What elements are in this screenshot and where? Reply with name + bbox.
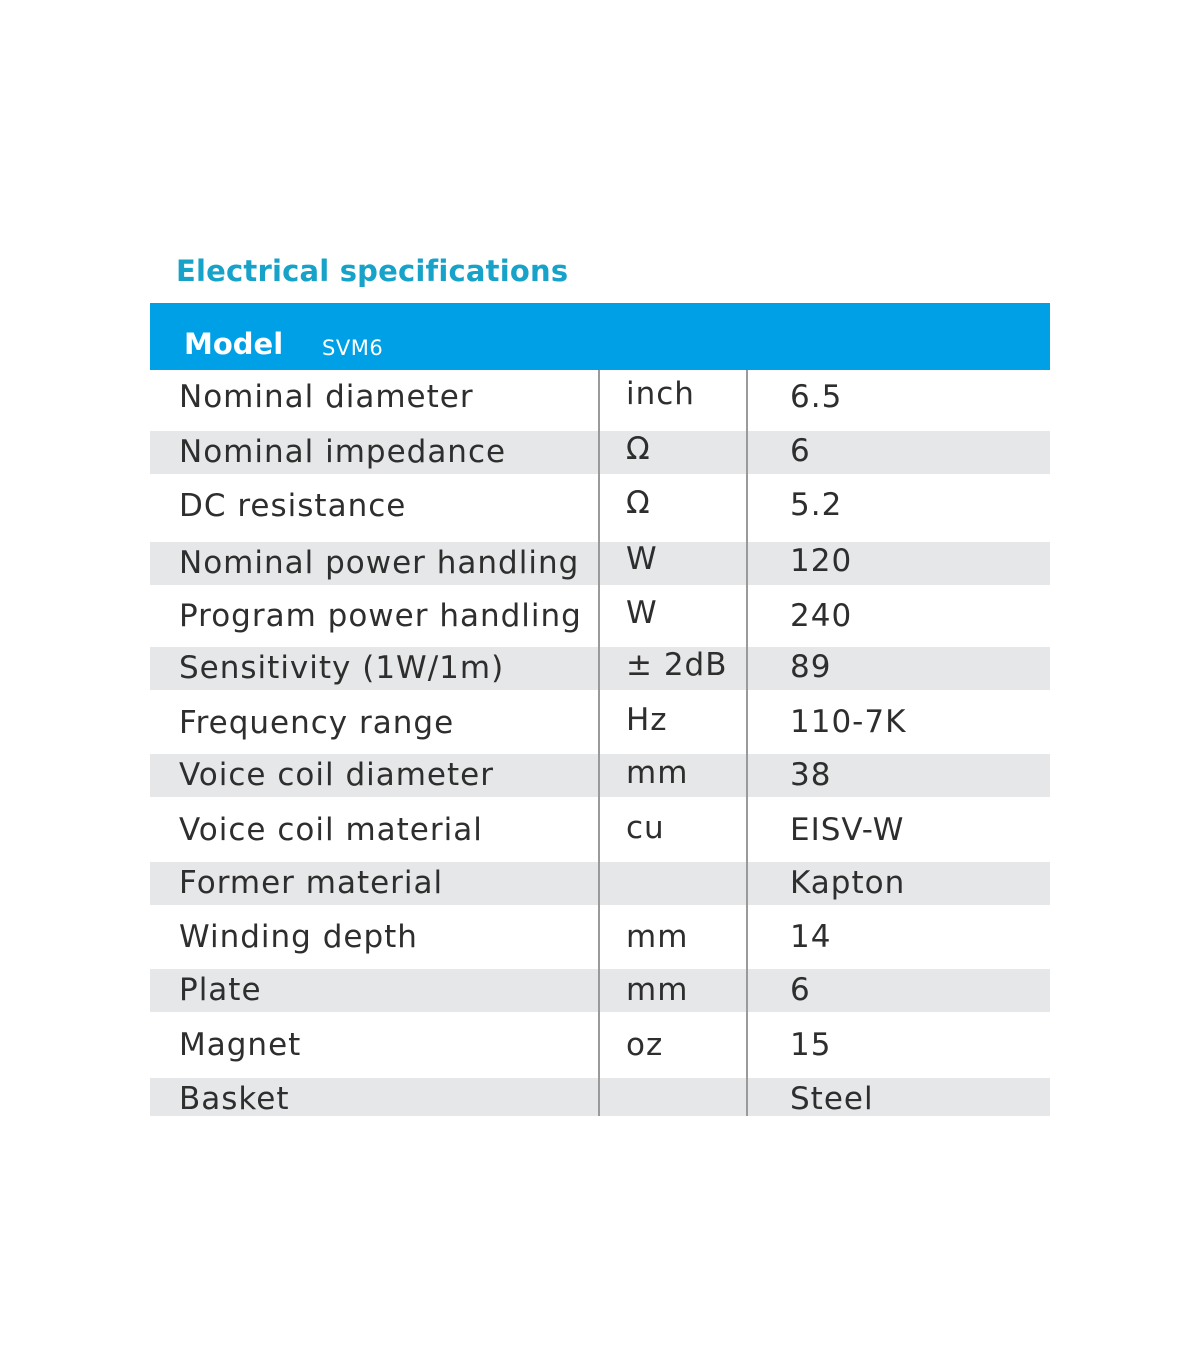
spec-row [150,809,1050,852]
spec-row [150,702,1050,745]
spec-row [150,542,1050,585]
spec-row [150,1078,1050,1116]
spec-name: Nominal diameter [179,379,474,415]
spec-name: Winding depth [179,919,418,955]
spec-unit: oz [626,1027,664,1063]
spec-value: Steel [790,1081,874,1117]
spec-value: 38 [790,757,832,793]
spec-unit: W [626,541,658,577]
spec-value: 15 [790,1027,832,1063]
model-label: Model [184,327,284,361]
spec-name: Program power handling [179,598,582,634]
spec-unit: mm [626,755,689,791]
spec-value: 5.2 [790,487,843,523]
spec-unit: Ω [626,431,651,467]
spec-unit: inch [626,376,695,412]
spec-value: Kapton [790,865,906,901]
spec-row [150,485,1050,528]
model-header [150,303,1050,370]
spec-name: Nominal power handling [179,545,580,581]
spec-name: Frequency range [179,705,455,741]
spec-value: 6 [790,433,811,469]
spec-name: Nominal impedance [179,434,507,470]
column-divider [598,370,600,1116]
spec-unit: cu [626,810,665,846]
spec-row [150,595,1050,638]
spec-name: DC resistance [179,488,407,524]
spec-unit: Ω [626,485,651,521]
column-divider [746,370,748,1116]
spec-row [150,431,1050,474]
spec-value: EISV-W [790,812,905,848]
spec-name: Plate [179,972,262,1008]
spec-row [150,754,1050,797]
spec-name: Voice coil diameter [179,757,494,793]
spec-name: Magnet [179,1027,302,1063]
spec-row [150,647,1050,690]
spec-row [150,376,1050,419]
spec-value: 120 [790,543,853,579]
spec-name: Sensitivity (1W/1m) [179,650,505,686]
spec-unit: mm [626,919,689,955]
spec-value: 14 [790,919,832,955]
spec-name: Voice coil material [179,812,483,848]
model-value: SVM6 [322,336,384,360]
spec-value: 240 [790,598,853,634]
spec-row [150,969,1050,1012]
spec-table [150,370,1050,1116]
spec-row [150,862,1050,905]
spec-unit: Hz [626,702,668,738]
spec-value: 110-7K [790,704,907,740]
spec-row [150,1024,1050,1067]
spec-unit: W [626,595,658,631]
spec-value: 89 [790,649,832,685]
section-title: Electrical specifications [176,254,569,288]
spec-row [150,916,1050,959]
spec-unit: mm [626,972,689,1008]
spec-value: 6 [790,972,811,1008]
spec-name: Former material [179,865,444,901]
spec-unit: ± 2dB [626,647,728,683]
spec-value: 6.5 [790,379,843,415]
spec-name: Basket [179,1081,290,1117]
